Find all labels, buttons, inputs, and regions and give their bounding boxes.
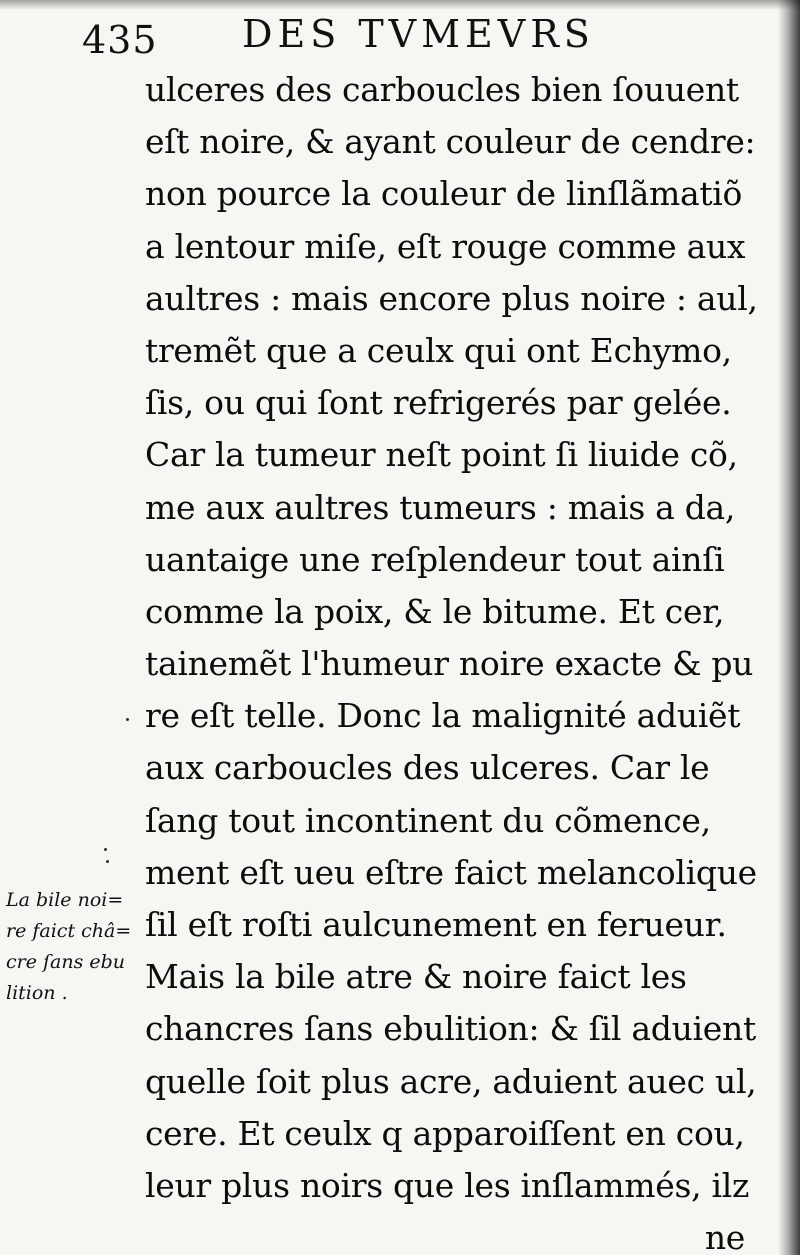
text-line: quelle ſoit plus acre, aduient auec ul, xyxy=(145,1061,757,1101)
ink-speck xyxy=(126,718,129,721)
text-line: Mais la bile atre & noire faict les xyxy=(145,957,687,997)
text-line: comme la poix, & le bitume. Et cer, xyxy=(145,591,725,631)
marginal-note-line: cre ſans ebu xyxy=(6,951,126,973)
ink-speck xyxy=(106,860,109,863)
text-line: aultres : mais encore plus noire : aul, xyxy=(145,278,758,318)
text-line: re eſt telle. Donc la malignité aduiẽt xyxy=(145,696,741,736)
ink-speck xyxy=(104,848,107,851)
marginal-note xyxy=(6,885,156,1009)
text-line: eſt noire, & ayant couleur de cendre: xyxy=(145,122,756,162)
page-top-shadow xyxy=(0,0,800,10)
marginal-note-line: La bile noi= xyxy=(6,889,124,911)
text-line: ſis, ou qui ſont refrigerés par gelée. xyxy=(145,383,732,423)
text-line: tainemẽt l'humeur noire exacte & pu xyxy=(145,644,754,684)
text-line: aux carboucles des ulceres. Car le xyxy=(145,748,710,788)
text-line: non pource la couleur de linſlãmatiõ xyxy=(145,174,743,214)
text-line: uantaige une reſplendeur tout ainſi xyxy=(145,539,725,579)
text-line: ulceres des carboucles bien ſouuent xyxy=(145,70,739,109)
text-line: me aux aultres tumeurs : mais a da, xyxy=(145,487,736,527)
text-line: ment eſt ueu eſtre faict melancolique xyxy=(145,852,757,892)
text-line: Car la tumeur neſt point ſi liuide cõ, xyxy=(145,435,738,475)
text-line: leur plus noirs que les inſlammés, ilz xyxy=(145,1165,750,1205)
text-line: cere. Et ceulx q apparoiſſent en cou, xyxy=(145,1113,745,1153)
main-text-block xyxy=(145,64,785,1255)
page-number: 435 xyxy=(82,18,158,62)
text-line: tremẽt que a ceulx qui ont Echymo, xyxy=(145,330,732,370)
text-line: chancres ſans ebulition: & ſil aduient xyxy=(145,1009,756,1049)
catchword: ne xyxy=(704,1218,745,1255)
text-line: a lentour miſe, eſt rouge comme aux xyxy=(145,226,746,266)
text-line: ſang tout incontinent du cõmence, xyxy=(145,800,711,840)
text-line: ſil eſt roſti aulcunement en ferueur. xyxy=(145,905,727,944)
marginal-note-line: re faict châ= xyxy=(6,920,132,942)
running-head: DES TVMEVRS xyxy=(242,12,595,56)
marginal-note-line: lition . xyxy=(6,982,68,1004)
